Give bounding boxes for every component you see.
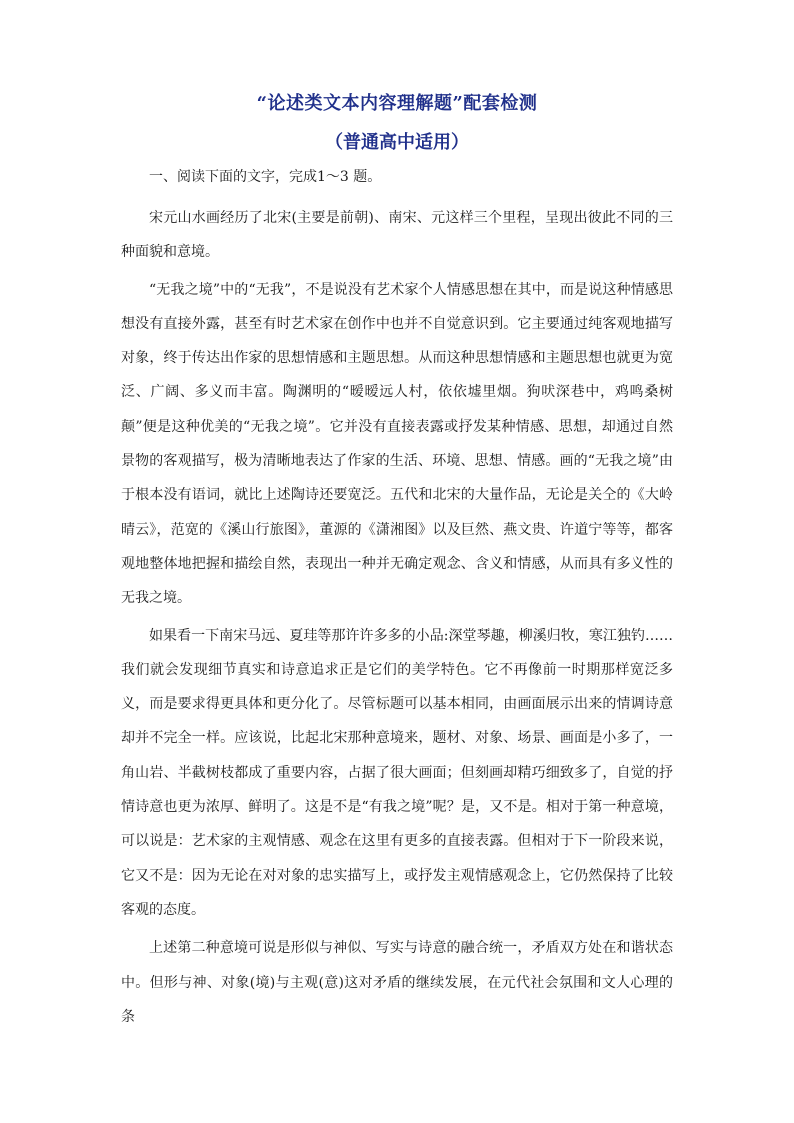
paragraph-3: 如果看一下南宋马远、夏珪等那许许多多的小品:深堂琴趣，柳溪归牧，寒江独钓……我们就会发现细节真实和诗意追求正是它们的美学特色。它不再像前一时期那样宽泛多义，而是要求得更具体和更分化了。尽管标题可以基本相同，由画面展示出来的情调诗意却并不完全一样。应该说，比起北宋那种意境来，题材、对象、场景、画面是小多了，一角山岩、半截树枝都成了重要内容，占据了很大画面；但刻画却精巧细致多了，自觉的抒情诗意也更为浓厚、鲜明了。这是不是“有我之境”呢？是，又不是。相对于第一种意境，可以说是：艺术家的主观情感、观念在这里有更多的直接表露。但相对于下一阶段来说，它又不是：因为无论在对对象的忠实描写上，或抒发主观情感观念上，它仍然保持了比较客观的态度。 — [121, 627, 673, 918]
document-page — [121, 92, 673, 1034]
document-subtitle: （普通高中适用） — [325, 132, 469, 153]
paragraph-2: “无我之境”中的“无我”，不是说没有艺术家个人情感思想在其中，而是说这种情感思想没有直接外露，甚至有时艺术家在创作中也并不自觉意识到。它主要通过纯客观地描写对象，终于传达出作家的思想情感和主题思想。从而这种思想情感和主题思想也就更为宽泛、广阔、多义而丰富。陶渊明的“暧暧远人村，依依墟里烟。狗吠深巷中，鸡鸣桑树颠”便是这种优美的“无我之境”。它并没有直接表露或抒发某种情感、思想，却通过自然景物的客观描写，极为清晰地表达了作家的生活、环境、思想、情感。画的“无我之境”由于根本没有语词，就比上述陶诗还要宽泛。五代和北宋的大量作品，无论是关仝的《大岭晴云》，范宽的《溪山行旅图》，董源的《潇湘图》以及巨然、燕文贵、许道宁等等，都客观地整体地把握和描绘自然，表现出一种并无确定观念、含义和情感，从而具有多义性的无我之境。 — [121, 281, 673, 607]
paragraph-1: 宋元山水画经历了北宋(主要是前朝)、南宋、元这样三个里程，呈现出彼此不同的三种面貌和意境。 — [121, 210, 673, 261]
paragraph-4: 上述第二种意境可说是形似与神似、写实与诗意的融合统一，矛盾双方处在和谐状态中。但形与神、对象(境)与主观(意)这对矛盾的继续发展，在元代社会氛围和文人心理的条 — [121, 940, 673, 1025]
question-instruction: 一、阅读下面的文字，完成1～3 题。 — [149, 169, 382, 185]
document-title: “论述类文本内容理解题”配套检测 — [256, 93, 538, 114]
